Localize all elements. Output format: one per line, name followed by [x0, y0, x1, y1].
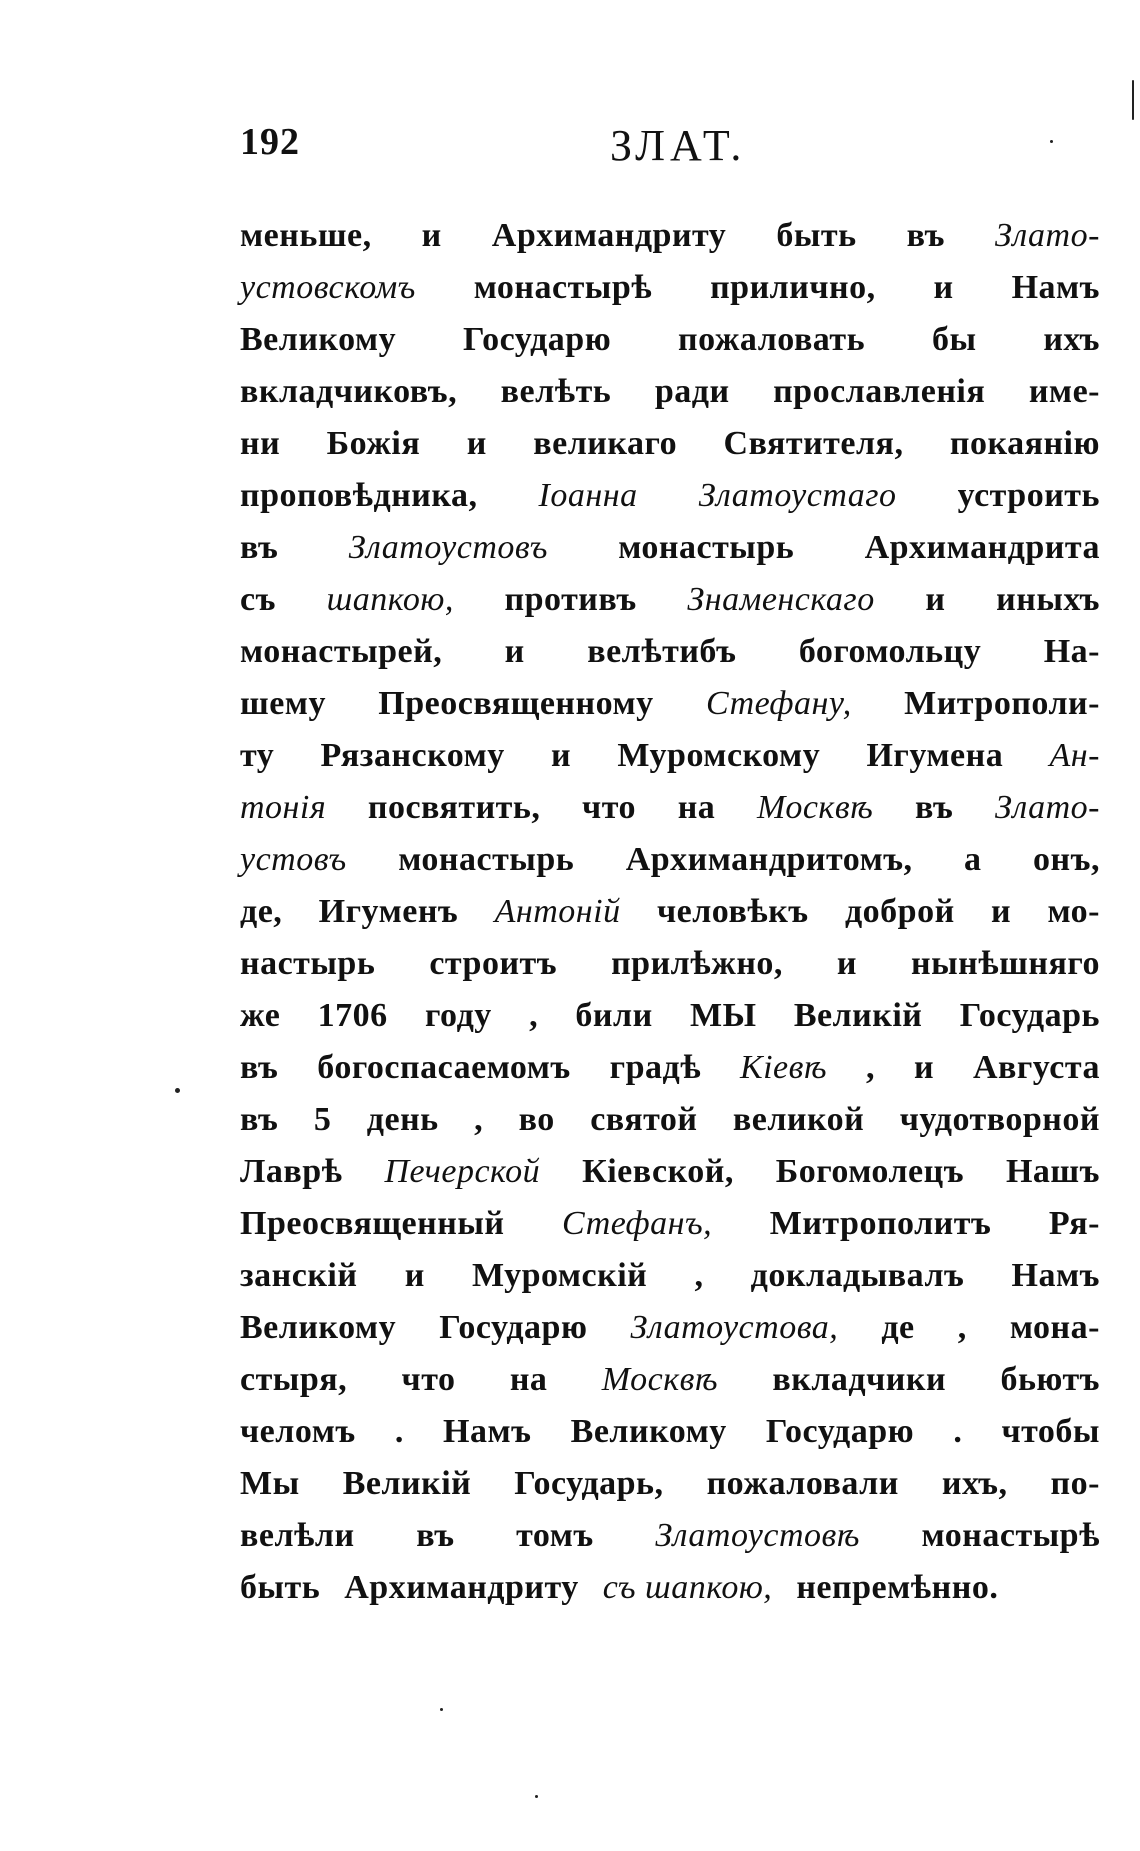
word: шапкою, — [326, 581, 454, 618]
text-line — [240, 678, 1100, 730]
body-text — [240, 210, 1100, 1614]
word: прилично, — [710, 269, 876, 306]
word: Архимандритомъ, — [625, 841, 913, 878]
word: и — [466, 425, 487, 462]
word: въ — [240, 1049, 279, 1086]
text-line — [240, 1354, 1100, 1406]
word: докладывалъ — [750, 1257, 965, 1294]
word: Божія — [326, 425, 421, 462]
word: и — [913, 1049, 935, 1086]
word: МЫ — [690, 997, 757, 1034]
word: съ шапкою, — [602, 1569, 773, 1606]
word: въ — [914, 789, 954, 826]
word: нынѣшняго — [911, 945, 1100, 982]
speck — [175, 1088, 180, 1093]
word: покаянію — [949, 425, 1100, 462]
word: Святителя, — [723, 425, 904, 462]
word: Нашъ — [1005, 1153, 1100, 1190]
word: тонія — [240, 789, 327, 826]
word: въ — [906, 217, 945, 254]
word: въ — [240, 529, 279, 566]
word: Намъ — [1011, 269, 1100, 306]
word: а — [964, 841, 982, 878]
word: , — [957, 1309, 967, 1346]
word: велѣть — [500, 373, 612, 410]
word: велѣтибъ — [587, 633, 737, 670]
text-line — [240, 782, 1100, 834]
word: непремѣнно. — [796, 1569, 999, 1606]
word: иныхъ — [996, 581, 1100, 618]
speck — [1132, 80, 1134, 120]
word: монастырѣ — [473, 269, 653, 306]
word: устовскомъ — [240, 269, 416, 306]
word: Преосвященному — [378, 685, 654, 722]
word: 5 — [313, 1101, 332, 1138]
word: . — [953, 1413, 963, 1450]
word: Мы — [240, 1465, 300, 1502]
text-line — [240, 314, 1100, 366]
word: Муромскому — [617, 737, 821, 774]
word: , — [529, 997, 539, 1034]
word: великаго — [533, 425, 678, 462]
word: ради — [654, 373, 730, 410]
word: Митрополитъ — [769, 1205, 992, 1242]
word: настырь — [240, 945, 376, 982]
word: Стефану, — [705, 685, 852, 722]
word: бы — [931, 321, 977, 358]
word: же — [240, 997, 281, 1034]
word: име- — [1028, 373, 1100, 410]
word: 1706 — [317, 997, 388, 1034]
word: на — [509, 1361, 548, 1398]
word: Кіевской, — [582, 1153, 734, 1190]
word: Златоустовъ — [348, 529, 548, 566]
word: Богомолецъ — [775, 1153, 965, 1190]
text-line — [240, 1250, 1100, 1302]
word: Великому — [570, 1413, 727, 1450]
word: доброй — [844, 893, 955, 930]
word: монастырь — [618, 529, 795, 566]
word: Москвѣ — [601, 1361, 719, 1398]
word: богомольцу — [798, 633, 982, 670]
word: Государю — [765, 1413, 915, 1450]
word: Великій — [342, 1465, 472, 1502]
text-line — [240, 1510, 1100, 1562]
text-line — [240, 1302, 1100, 1354]
word: де — [881, 1309, 915, 1346]
word: Москвѣ — [756, 789, 874, 826]
word: быть — [240, 1569, 321, 1606]
word: прославленія — [773, 373, 986, 410]
word: и — [933, 269, 954, 306]
word: Митрополи- — [904, 685, 1100, 722]
word: мо- — [1047, 893, 1100, 930]
word: . — [394, 1413, 404, 1450]
word: ихъ — [1043, 321, 1100, 358]
text-line — [240, 938, 1100, 990]
word: мона- — [1009, 1309, 1100, 1346]
word: Злато- — [995, 789, 1100, 826]
text-line — [240, 1094, 1100, 1146]
word: вкладчики — [772, 1361, 947, 1398]
word: и — [551, 737, 572, 774]
word: , — [866, 1049, 876, 1086]
word: и — [421, 217, 442, 254]
speck — [1050, 140, 1053, 143]
word: богоспасаемомъ — [317, 1049, 571, 1086]
text-line — [240, 574, 1100, 626]
word: томъ — [516, 1517, 594, 1554]
word: занскій — [240, 1257, 358, 1294]
word: Государь, — [514, 1465, 664, 1502]
word: Государю — [462, 321, 612, 358]
word: человѣкъ — [656, 893, 809, 930]
word: Намъ — [443, 1413, 532, 1450]
word: святой — [590, 1101, 698, 1138]
word: Великій — [793, 997, 923, 1034]
word: Муромскій — [471, 1257, 648, 1294]
word: строитъ — [429, 945, 558, 982]
word: быть — [776, 217, 857, 254]
speck — [535, 1795, 538, 1798]
page-header — [240, 120, 1100, 180]
text-line — [240, 522, 1100, 574]
word: по- — [1050, 1465, 1100, 1502]
word: и — [991, 893, 1012, 930]
word: Кіевѣ — [740, 1049, 828, 1086]
word: чтобы — [1001, 1413, 1100, 1450]
word: Игумена — [866, 737, 1004, 774]
word: стыря, — [240, 1361, 348, 1398]
word: Печерской — [384, 1153, 541, 1190]
text-line — [240, 210, 1100, 262]
word: Антоній — [494, 893, 621, 930]
word: Августа — [972, 1049, 1100, 1086]
word: Златоустовѣ — [655, 1517, 860, 1554]
word: день — [366, 1101, 439, 1138]
word: что — [401, 1361, 456, 1398]
word: чудотворной — [899, 1101, 1100, 1138]
word: пожаловать — [678, 321, 866, 358]
word: Государь — [959, 997, 1100, 1034]
text-line — [240, 834, 1100, 886]
word: градѣ — [609, 1049, 702, 1086]
word: Рязанскому — [320, 737, 505, 774]
word: устроить — [957, 477, 1100, 514]
word: Іоанна — [538, 477, 638, 514]
word: монастырей, — [240, 633, 443, 670]
word: въ — [416, 1517, 455, 1554]
word: ту — [240, 737, 275, 774]
text-line — [240, 730, 1100, 782]
word: Игуменъ — [318, 893, 459, 930]
word: Великому — [240, 1309, 397, 1346]
running-head: ЗЛАТ. — [610, 121, 747, 170]
word: бьютъ — [1000, 1361, 1100, 1398]
word: и — [404, 1257, 425, 1294]
word: на — [677, 789, 716, 826]
word: вкладчиковъ, — [240, 373, 458, 410]
text-line — [240, 1042, 1100, 1094]
text-line — [240, 262, 1100, 314]
word: Государю — [439, 1309, 588, 1346]
word: Ря- — [1048, 1205, 1100, 1242]
text-line — [240, 626, 1100, 678]
word: велѣли — [240, 1517, 355, 1554]
word: проповѣдника, — [240, 477, 478, 514]
text-line — [240, 418, 1100, 470]
word: противъ — [504, 581, 637, 618]
text-line — [240, 470, 1100, 522]
word: ихъ, — [941, 1465, 1008, 1502]
speck — [440, 1708, 443, 1711]
word: съ — [240, 581, 276, 618]
word: били — [575, 997, 653, 1034]
word: пожаловали — [706, 1465, 899, 1502]
word: шему — [240, 685, 326, 722]
text-line — [240, 886, 1100, 938]
text-line — [240, 1146, 1100, 1198]
word: что — [582, 789, 636, 826]
word: Преосвященный — [240, 1205, 505, 1242]
word: во — [518, 1101, 555, 1138]
word: Великому — [240, 321, 397, 358]
word: онъ, — [1033, 841, 1100, 878]
word: челомъ — [240, 1413, 356, 1450]
word: Злато- — [994, 217, 1100, 254]
word: Архимандриту — [491, 217, 727, 254]
text-line — [240, 1458, 1100, 1510]
word: Архимандриту — [344, 1569, 579, 1606]
word: великой — [732, 1101, 865, 1138]
word: ни — [240, 425, 281, 462]
word: Намъ — [1011, 1257, 1100, 1294]
word: Знаменскаго — [687, 581, 875, 618]
word: монастырѣ — [921, 1517, 1100, 1554]
word: прилѣжно, — [611, 945, 783, 982]
word: устовъ — [240, 841, 347, 878]
word: году — [424, 997, 492, 1034]
word: На- — [1043, 633, 1100, 670]
word: и — [504, 633, 525, 670]
word: Ан- — [1049, 737, 1100, 774]
word: Стефанъ, — [562, 1205, 713, 1242]
text-line — [240, 1406, 1100, 1458]
word: Златоустова, — [630, 1309, 839, 1346]
text-line — [240, 1198, 1100, 1250]
word: посвятить, — [367, 789, 541, 826]
page-number: 192 — [240, 121, 300, 163]
word: и — [925, 581, 946, 618]
word: Лаврѣ — [240, 1153, 343, 1190]
text-line — [240, 366, 1100, 418]
word: въ — [240, 1101, 279, 1138]
word: меньше, — [240, 217, 372, 254]
text-line — [240, 1562, 1100, 1614]
word: , — [694, 1257, 704, 1294]
word: монастырь — [398, 841, 575, 878]
word: и — [836, 945, 858, 982]
word: де, — [240, 893, 283, 930]
text-line — [240, 990, 1100, 1042]
word: Златоустаго — [698, 477, 897, 514]
word: Архимандрита — [864, 529, 1100, 566]
word: , — [474, 1101, 484, 1138]
